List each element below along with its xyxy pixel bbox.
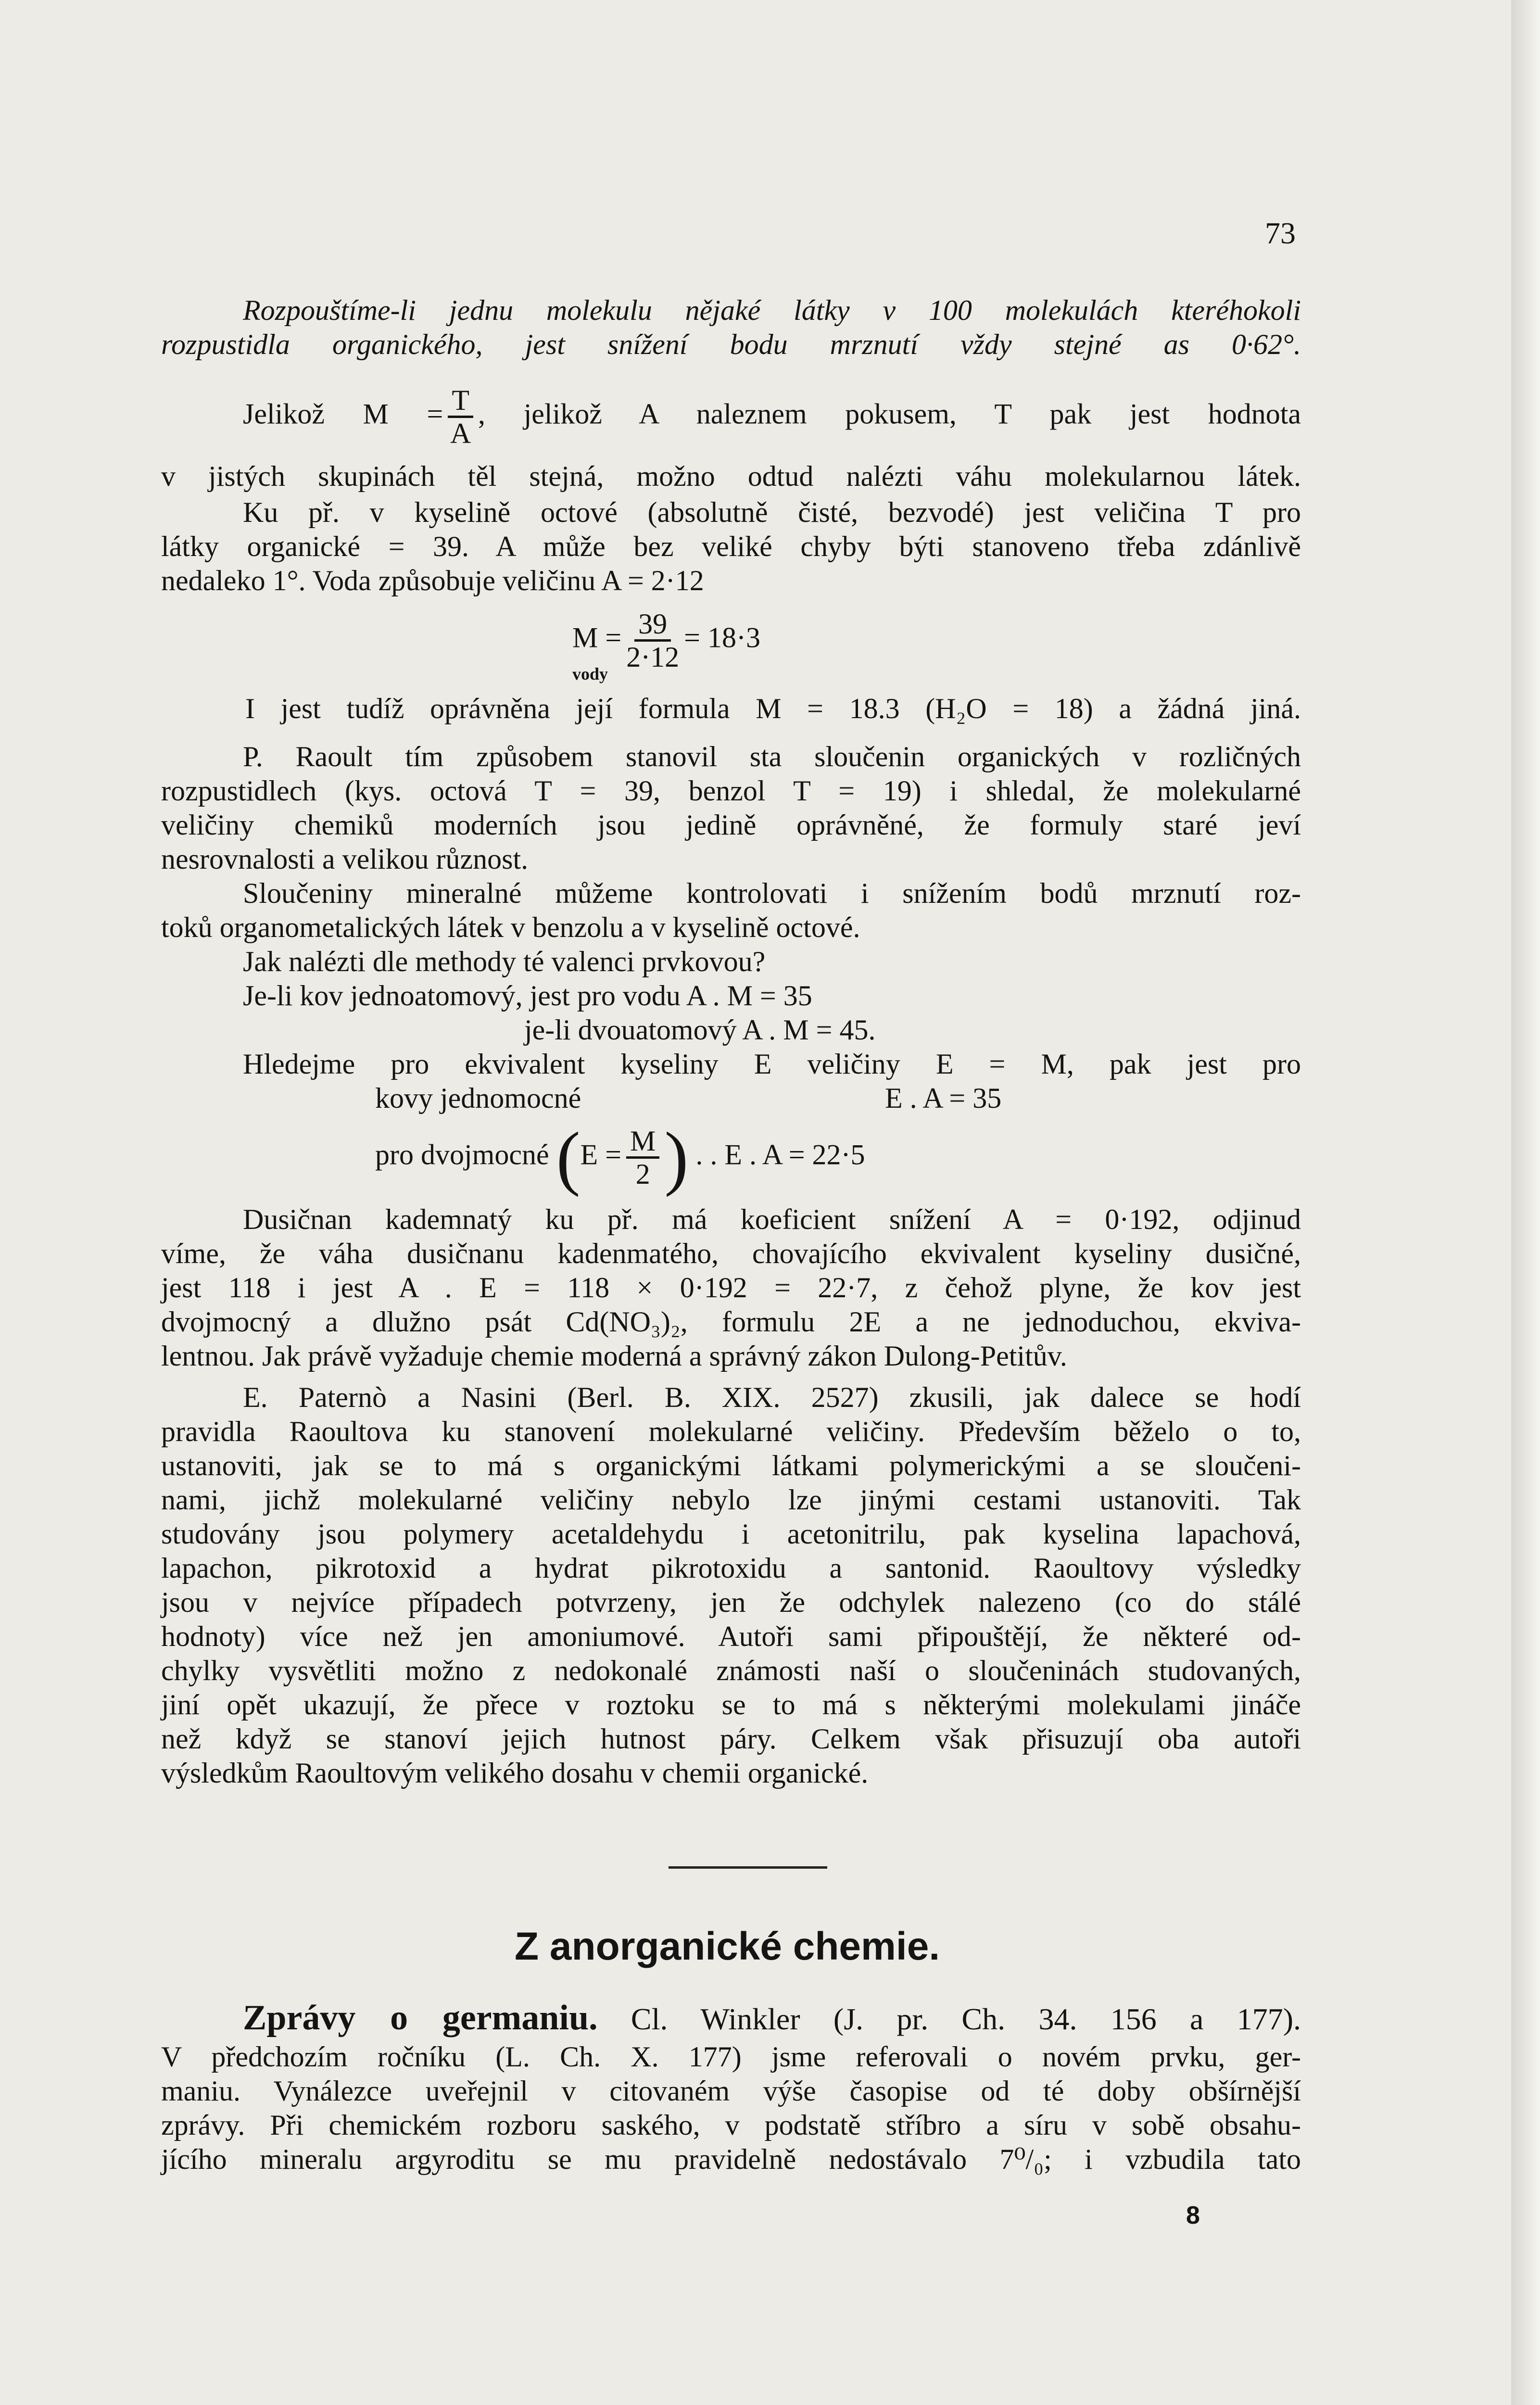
- page-number: 73: [1265, 216, 1296, 250]
- fraction-T-over-A: [448, 385, 473, 449]
- para3-line2: látky organické = 39. A může bez veliké chyby býti stanoveno třeba zdánlivě: [161, 531, 1301, 562]
- para10-line2: pravidla Raoultova ku stanovení molekularné veličiny. Především běželo o to,: [161, 1416, 1301, 1447]
- article-line5: jícího mineralu argyroditu se mu pravidelně nedostávalo 7⁰/₀; i vzbudila tato: [161, 2143, 1301, 2175]
- para4-line1: I jest tudíž oprávněna její formula M = 18.3 (H₂O = 18) a žádná jiná.: [245, 693, 1301, 724]
- para9-line4: dvojmocný a dlužno psát Cd(NO₃)₂, formulu 2E a ne jednoduchou, ekviva-: [161, 1306, 1301, 1338]
- para10-line6: lapachon, pikrotoxid a hydrat pikrotoxidu a santonid. Raoultovy výsledky: [161, 1552, 1301, 1584]
- open-paren: (: [556, 1117, 581, 1198]
- para10-line12: výsledkům Raoultovým velikého dosahu v chemii organické.: [161, 1757, 869, 1789]
- para2-line1: [161, 385, 1301, 449]
- para2-text-a: Jelikož M =: [243, 398, 443, 430]
- para10-line11: než když se stanoví jejich hutnost páry. Celkem však přisuzují oba autoři: [161, 1723, 1301, 1755]
- para10-line8: hodnoty) více než jen amoniumové. Autoři sami připouštějí, že některé od-: [161, 1620, 1301, 1652]
- para2-line2: v jistých skupinách těl stejná, možno odtud nalézti váhu molekularnou látek.: [161, 460, 1301, 492]
- para8-line2-right: E . A = 35: [885, 1082, 1002, 1114]
- para10-line7: jsou v nejvíce případech potvrzeny, jen že odchylek nalezeno (co do stálé: [161, 1586, 1301, 1618]
- para5-line2: rozpustidlech (kys. octová T = 39, benzol T = 19) i shledal, že molekularné: [161, 775, 1301, 807]
- equation-fraction: [626, 608, 679, 672]
- article-line4: zprávy. Při chemickém rozboru saského, v podstatě stříbro a síru v sobě obsahu-: [161, 2109, 1301, 2141]
- page-edge-shadow: [1511, 0, 1540, 2405]
- equation-rhs: = 18·3: [684, 621, 760, 654]
- fraction-numerator: T: [448, 385, 473, 418]
- para8-e-eq: E =: [580, 1139, 622, 1171]
- equation-subscript: vody: [572, 664, 608, 684]
- article-line2: V předchozím ročníku (L. Ch. X. 177) jsme referovali o novém prvku, ger-: [161, 2041, 1301, 2073]
- para7-line2: Je-li kov jednoatomový, jest pro vodu A . M = 35: [243, 980, 812, 1012]
- article-heading: Zprávy o germaniu.: [243, 1998, 598, 2038]
- para1-line2: rozpustidla organického, jest snížení bodu mrznutí vždy stejné as 0·62°.: [161, 329, 1301, 360]
- para8-line3: [375, 1117, 865, 1198]
- article-heading-line: [161, 1999, 1301, 2038]
- para5-line1: P. Raoult tím způsobem stanovil sta sloučenin organických v rozličných: [243, 741, 1301, 772]
- para5-line4: nesrovnalosti a velikou různost.: [161, 843, 529, 875]
- equation-denominator: 2·12: [626, 641, 680, 673]
- para10-line1: E. Paternò a Nasini (Berl. B. XIX. 2527) zkusili, jak dalece se hodí: [243, 1381, 1301, 1413]
- para2-text-b: , jelikož A naleznem pokusem, T pak jest hodnota: [478, 398, 1301, 430]
- para10-line10: jiní opět ukazují, že přece v roztoku se to má s některými molekulami jináče: [161, 1689, 1301, 1721]
- para7-line3: je-li dvouatomový A . M = 45.: [524, 1014, 876, 1046]
- para5-line3: veličiny chemiků moderních jsou jedině oprávněné, že formuly staré jeví: [161, 809, 1301, 841]
- para9-line5: lentnou. Jak právě vyžaduje chemie moderná a správný zákon Dulong-Petitův.: [161, 1340, 1067, 1372]
- para8-frac-num: M: [626, 1126, 659, 1159]
- para7-line1: Jak nalézti dle methody té valenci prvkovou?: [243, 946, 766, 977]
- article-line3: maniu. Vynálezce uveřejnil v citovaném výše časopise od té doby obšírnější: [161, 2075, 1301, 2107]
- signature-mark: 8: [1186, 2202, 1200, 2229]
- para3-line3: nedaleko 1°. Voda způsobuje veličinu A = 2·12: [161, 565, 704, 596]
- para8-line3-label: pro dvojmocné: [375, 1139, 549, 1171]
- close-paren: ): [664, 1117, 689, 1198]
- para10-line5: studovány jsou polymery acetaldehydu i acetonitrilu, pak kyselina lapachová,: [161, 1518, 1301, 1550]
- para8-line2-left: kovy jednomocné: [375, 1082, 581, 1114]
- fraction-denominator: A: [450, 418, 471, 449]
- para9-line2: víme, že váha dusičnanu kadenmatého, chovajícího ekvivalent kyseliny dusičné,: [161, 1238, 1301, 1269]
- para10-line9: chylky vysvětliti možno z nedokonalé známosti naší o sloučeninách studovaných,: [161, 1655, 1301, 1686]
- para8-fraction: [626, 1126, 659, 1190]
- para8-frac-den: 2: [635, 1158, 650, 1190]
- para6-line1: Sloučeniny mineralné můžeme kontrolovati i snížením bodů mrznutí roz-: [243, 877, 1301, 909]
- para8-line1: Hledejme pro ekvivalent kyseliny E veličiny E = M, pak jest pro: [243, 1048, 1301, 1080]
- equation-m-vody: [572, 608, 938, 672]
- para10-line3: ustanoviti, jak se to má s organickými látkami polymerickými a se sloučeni-: [161, 1450, 1301, 1481]
- para6-line2: toků organometalických látek v benzolu a v kyselině octové.: [161, 911, 860, 943]
- section-title: Z anorganické chemie.: [515, 1924, 940, 1968]
- article-citation: Cl. Winkler (J. pr. Ch. 34. 156 a 177).: [631, 2002, 1301, 2036]
- para9-line3: jest 118 i jest A . E = 118 × 0·192 = 22·7, z čehož plyne, že kov jest: [161, 1272, 1301, 1304]
- para8-line3-result: . . E . A = 22·5: [695, 1139, 865, 1171]
- para3-line1: Ku př. v kyselině octové (absolutně čisté, bezvodé) jest veličina T pro: [243, 496, 1301, 528]
- equation-lhs: M =: [572, 621, 622, 654]
- equation-numerator: 39: [634, 608, 671, 642]
- para9-line1: Dusičnan kademnatý ku př. má koeficient snížení A = 0·192, odjinud: [243, 1203, 1301, 1235]
- section-divider: [669, 1866, 827, 1869]
- para10-line4: nami, jichž molekularné veličiny nebylo lze jinými cestami ustanoviti. Tak: [161, 1484, 1301, 1516]
- para1-line1: Rozpouštíme-li jednu molekulu nějaké látky v 100 molekulách kteréhokoli: [243, 294, 1301, 326]
